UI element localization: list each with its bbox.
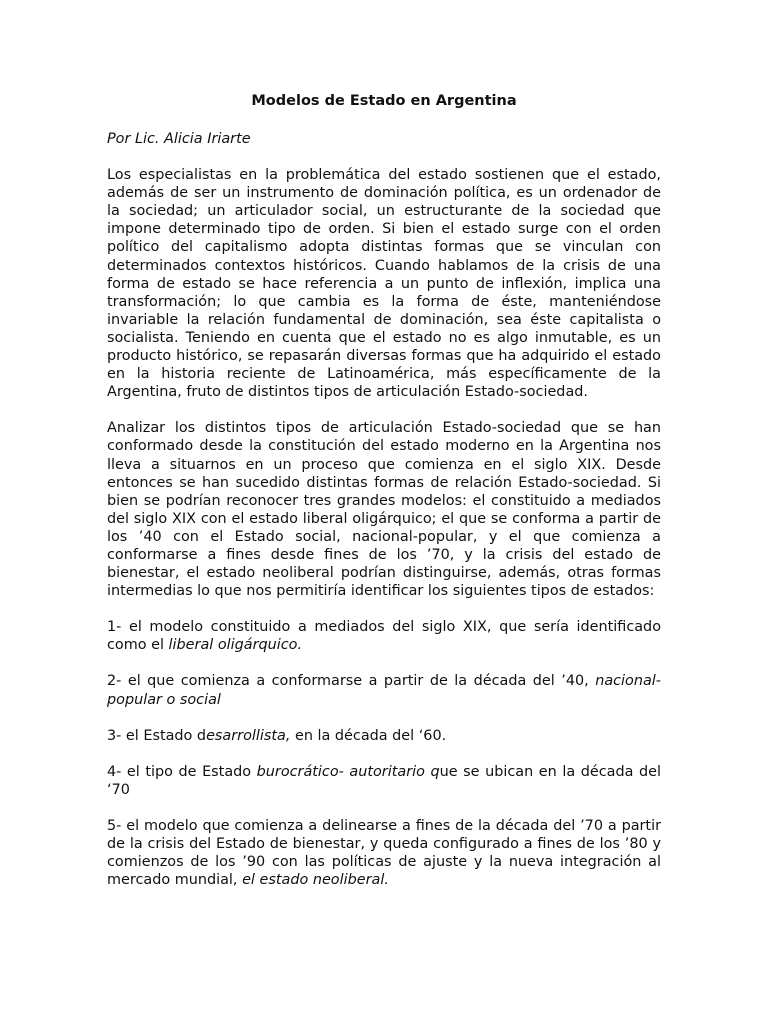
author-line bbox=[107, 130, 661, 148]
list-item-3 bbox=[107, 727, 661, 745]
list-item-text: 3- el Estado d bbox=[107, 727, 207, 744]
list-item-2 bbox=[107, 672, 661, 708]
list-item-text: 5- el modelo que comienza a delinearse a fines de la década del ’70 a partir de la crisis del Estado de bienestar, y queda configurado a fines de los ’80 y comienzos de los ’90 con las políticas de ajuste y la nueva integración al mercado mundial, bbox=[107, 817, 661, 889]
paragraph-2: Analizar los distintos tipos de articulación Estado-sociedad que se han conformado desde la constitución del estado moderno en la Argentina nos lleva a situarnos en un proceso que comienza en el siglo XIX. Desde entonces se han sucedido distintas formas de relación Estado-sociedad. Si bien se podrían reconocer tres grandes modelos: el constituido a mediados del siglo XIX con el estado liberal oligárquico; el que se conforma a partir de los ’40 con el Estado social, nacional-popular, y el que comienza a conformarse a fines desde fines de los ’70, y la crisis del estado de bienestar, el estado neoliberal podrían distinguirse, además, otras formas intermedias lo que nos permitiría identificar los siguientes tipos de estados: bbox=[107, 420, 661, 600]
document-title: Modelos de Estado en Argentina bbox=[251, 93, 517, 109]
list-item-emphasis: el estado neoliberal. bbox=[242, 872, 389, 889]
list-item-5 bbox=[107, 817, 661, 889]
list-item-text: 1- el modelo constituido a mediados del siglo XIX, que sería identificado como el bbox=[107, 619, 661, 654]
list-item-text: 4- el tipo de Estado bbox=[107, 763, 257, 780]
list-item-emphasis: esarrollista, bbox=[206, 727, 291, 744]
list-item-4 bbox=[107, 763, 661, 799]
list-item-text: 2- el que comienza a conformarse a partir de la década del ’40, bbox=[107, 673, 596, 690]
paragraph-1: Los especialistas en la problemática del estado sostienen que el estado, además de ser un instrumento de dominación política, es un ordenador de la sociedad; un articulador social, un estructurante de la sociedad que impone determinado tipo de orden. Si bien el estado surge con el orden político del capitalismo adopta distintas formas que se vinculan con determinados contextos históricos. Cuando hablamos de la crisis de una forma de estado se hace referencia a un punto de inflexión, implica una transformación; lo que cambia es la forma de éste, manteniéndose invariable la relación fundamental de dominación, sea éste capitalista o socialista. Teniendo en cuenta que el estado no es algo inmutable, es un producto histórico, se repasarán diversas formas que ha adquirido el estado en la historia reciente de Latinoamérica, más específicamente de la Argentina, fruto de distintos tipos de articulación Estado-sociedad. bbox=[107, 167, 661, 401]
list-item-emphasis: nacional-popular o social bbox=[107, 673, 661, 708]
list-item-text-after: en la década del ‘60. bbox=[290, 727, 447, 744]
list-item-emphasis: liberal oligárquico. bbox=[168, 637, 303, 654]
list-item-emphasis: burocrático- autoritario q bbox=[256, 763, 440, 780]
list-item-1 bbox=[107, 618, 661, 654]
list-item-text-after: ue se ubican en la década del ‘70 bbox=[107, 763, 661, 798]
author-name: Por Lic. Alicia Iriarte bbox=[107, 131, 251, 147]
